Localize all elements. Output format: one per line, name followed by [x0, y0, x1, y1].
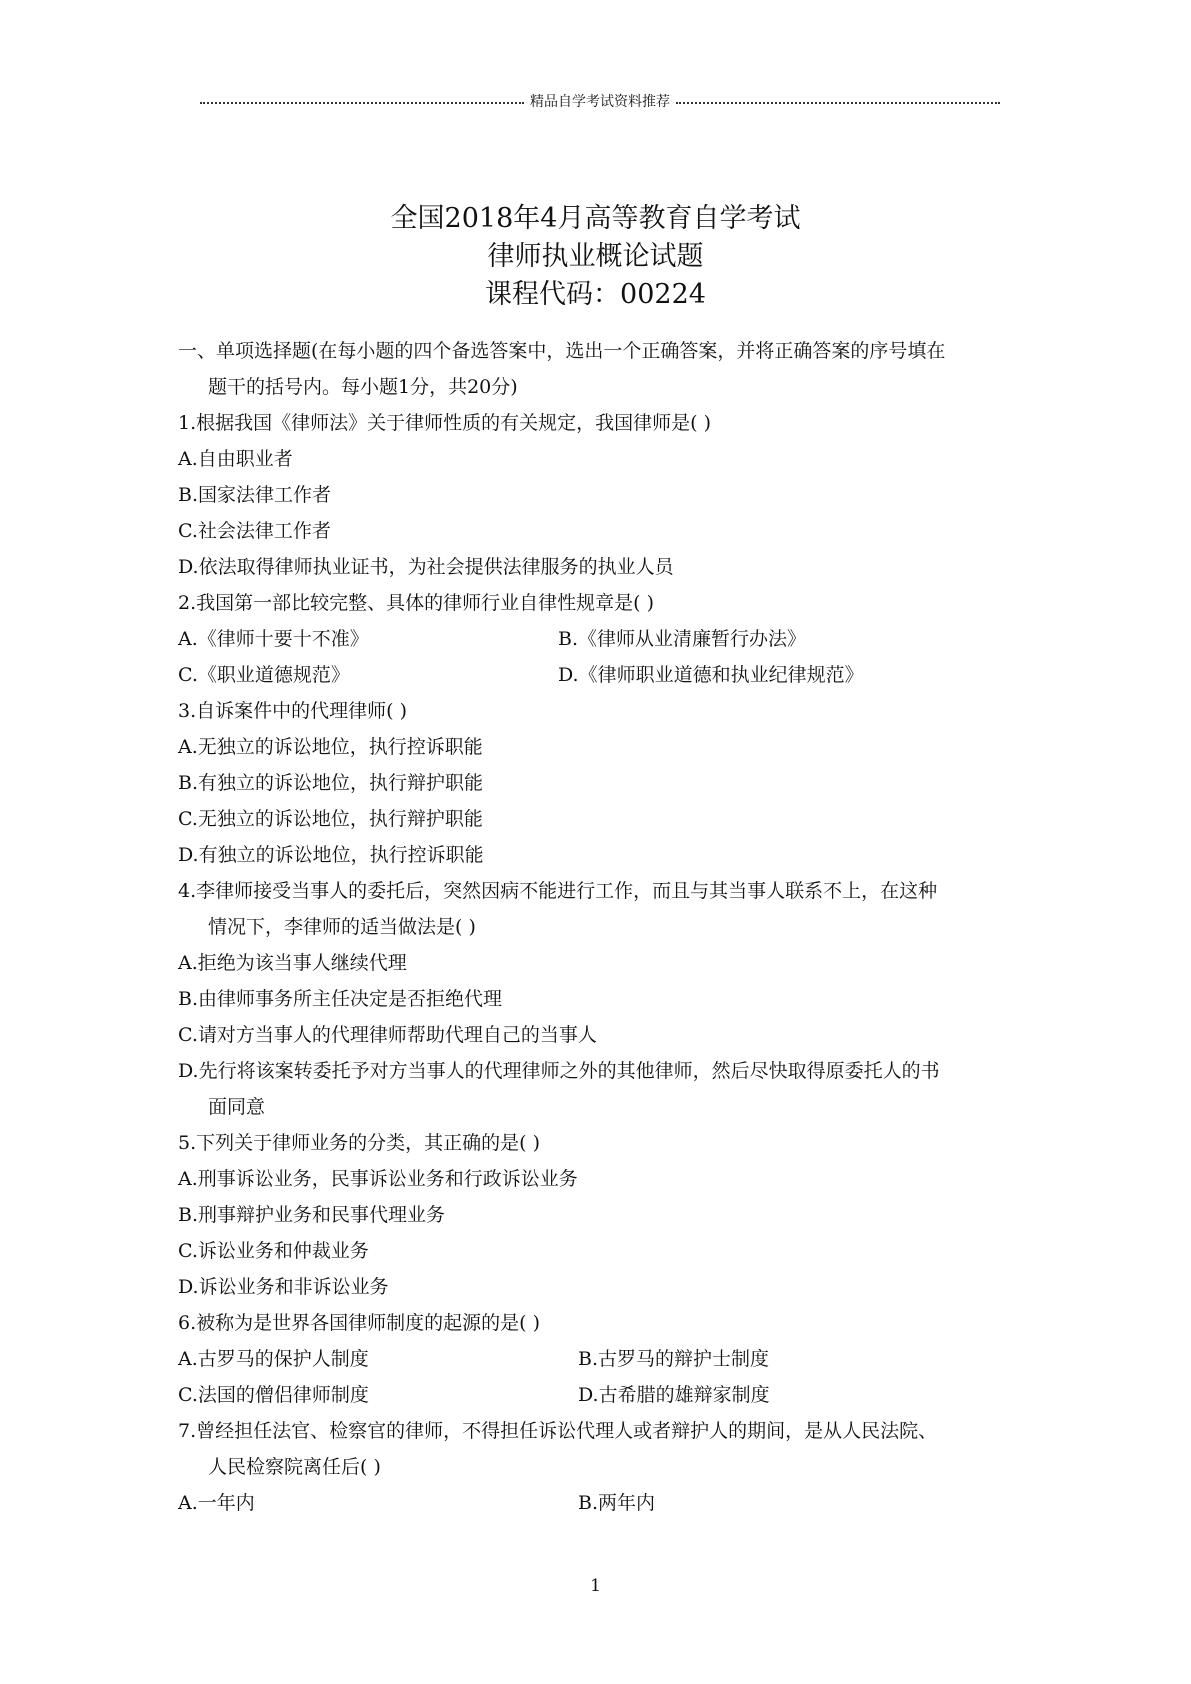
question-6-option-d: D.古希腊的雄辩家制度: [578, 1384, 770, 1406]
question-4-option-d: D.先行将该案转委托予对方当事人的代理律师之外的其他律师，然后尽快取得原委托人的书: [178, 1060, 940, 1082]
question-1-stem: 1.根据我国《律师法》关于律师性质的有关规定，我国律师是( ): [178, 412, 711, 434]
header-text: 精品自学考试资料推荐: [530, 94, 670, 110]
question-1-option-a: A.自由职业者: [178, 448, 293, 470]
question-2-stem: 2.我国第一部比较完整、具体的律师行业自律性规章是( ): [178, 592, 654, 614]
question-7-options-row1: [178, 1485, 1028, 1521]
question-2-option-c: C.《职业道德规范》: [178, 664, 350, 686]
question-4-option-d-cont: 面同意: [208, 1096, 266, 1118]
question-7-stem: 7.曾经担任法官、检察官的律师，不得担任诉讼代理人或者辩护人的期间，是从人民法院、: [178, 1420, 938, 1442]
question-2-option-d: D.《律师职业道德和执业纪律规范》: [558, 664, 864, 686]
question-7-option-b: B.两年内: [578, 1492, 656, 1514]
question-1-option-d: D.依法取得律师执业证书，为社会提供法律服务的执业人员: [178, 556, 674, 578]
question-2-option-a: A.《律师十要十不准》: [178, 628, 369, 650]
question-4-option-c: C.请对方当事人的代理律师帮助代理自己的当事人: [178, 1024, 597, 1046]
question-7-stem-cont: 人民检察院离任后( ): [208, 1456, 381, 1478]
question-4-option-b: B.由律师事务所主任决定是否拒绝代理: [178, 988, 503, 1010]
question-5-stem: 5.下列关于律师业务的分类，其正确的是( ): [178, 1132, 540, 1154]
page-header: [200, 86, 1000, 116]
question-3-option-b: B.有独立的诉讼地位，执行辩护职能: [178, 772, 484, 794]
question-3-stem: 3.自诉案件中的代理律师( ): [178, 700, 407, 722]
question-5-option-c: C.诉讼业务和仲裁业务: [178, 1240, 369, 1262]
page-number: 1: [590, 1576, 601, 1596]
question-3-option-a: A.无独立的诉讼地位，执行控诉职能: [178, 736, 483, 758]
question-1-option-c: C.社会法律工作者: [178, 520, 331, 542]
header-dotted-rule-right: [676, 102, 1000, 104]
question-5-option-b: B.刑事辩护业务和民事代理业务: [178, 1204, 446, 1226]
question-3-option-c: C.无独立的诉讼地位，执行辩护职能: [178, 808, 483, 830]
section-heading: 一、单项选择题(在每小题的四个备选答案中，选出一个正确答案，并将正确答案的序号填在: [178, 340, 946, 362]
exam-content: [178, 333, 1028, 1521]
question-2-options-row2: [178, 657, 1028, 693]
question-4-stem: 4.李律师接受当事人的委托后，突然因病不能进行工作，而且与其当事人联系不上，在这种: [178, 880, 938, 902]
section-heading-cont: 题干的括号内。每小题1分，共20分): [208, 376, 518, 398]
question-6-option-a: A.古罗马的保护人制度: [178, 1348, 369, 1370]
question-6-options-row1: [178, 1341, 1028, 1377]
question-6-stem: 6.被称为是世界各国律师制度的起源的是( ): [178, 1312, 540, 1334]
question-6-option-c: C.法国的僧侣律师制度: [178, 1384, 369, 1406]
question-6-option-b: B.古罗马的辩护士制度: [578, 1348, 770, 1370]
exam-subject: 律师执业概论试题: [487, 241, 704, 272]
question-2-options-row1: [178, 621, 1028, 657]
question-4-option-a: A.拒绝为该当事人继续代理: [178, 952, 407, 974]
exam-title-block: [0, 200, 1191, 314]
header-dotted-rule-left: [200, 102, 524, 104]
question-2-option-b: B.《律师从业清廉暂行办法》: [558, 628, 807, 650]
exam-title: 全国2018年4月高等教育自学考试: [390, 203, 801, 234]
question-3-option-d: D.有独立的诉讼地位，执行控诉职能: [178, 844, 484, 866]
course-code: 课程代码：00224: [485, 279, 706, 310]
question-5-option-d: D.诉讼业务和非诉讼业务: [178, 1276, 389, 1298]
question-1-option-b: B.国家法律工作者: [178, 484, 332, 506]
question-5-option-a: A.刑事诉讼业务，民事诉讼业务和行政诉讼业务: [178, 1168, 578, 1190]
question-7-option-a: A.一年内: [178, 1492, 255, 1514]
question-6-options-row2: [178, 1377, 1028, 1413]
question-4-stem-cont: 情况下，李律师的适当做法是( ): [208, 916, 476, 938]
